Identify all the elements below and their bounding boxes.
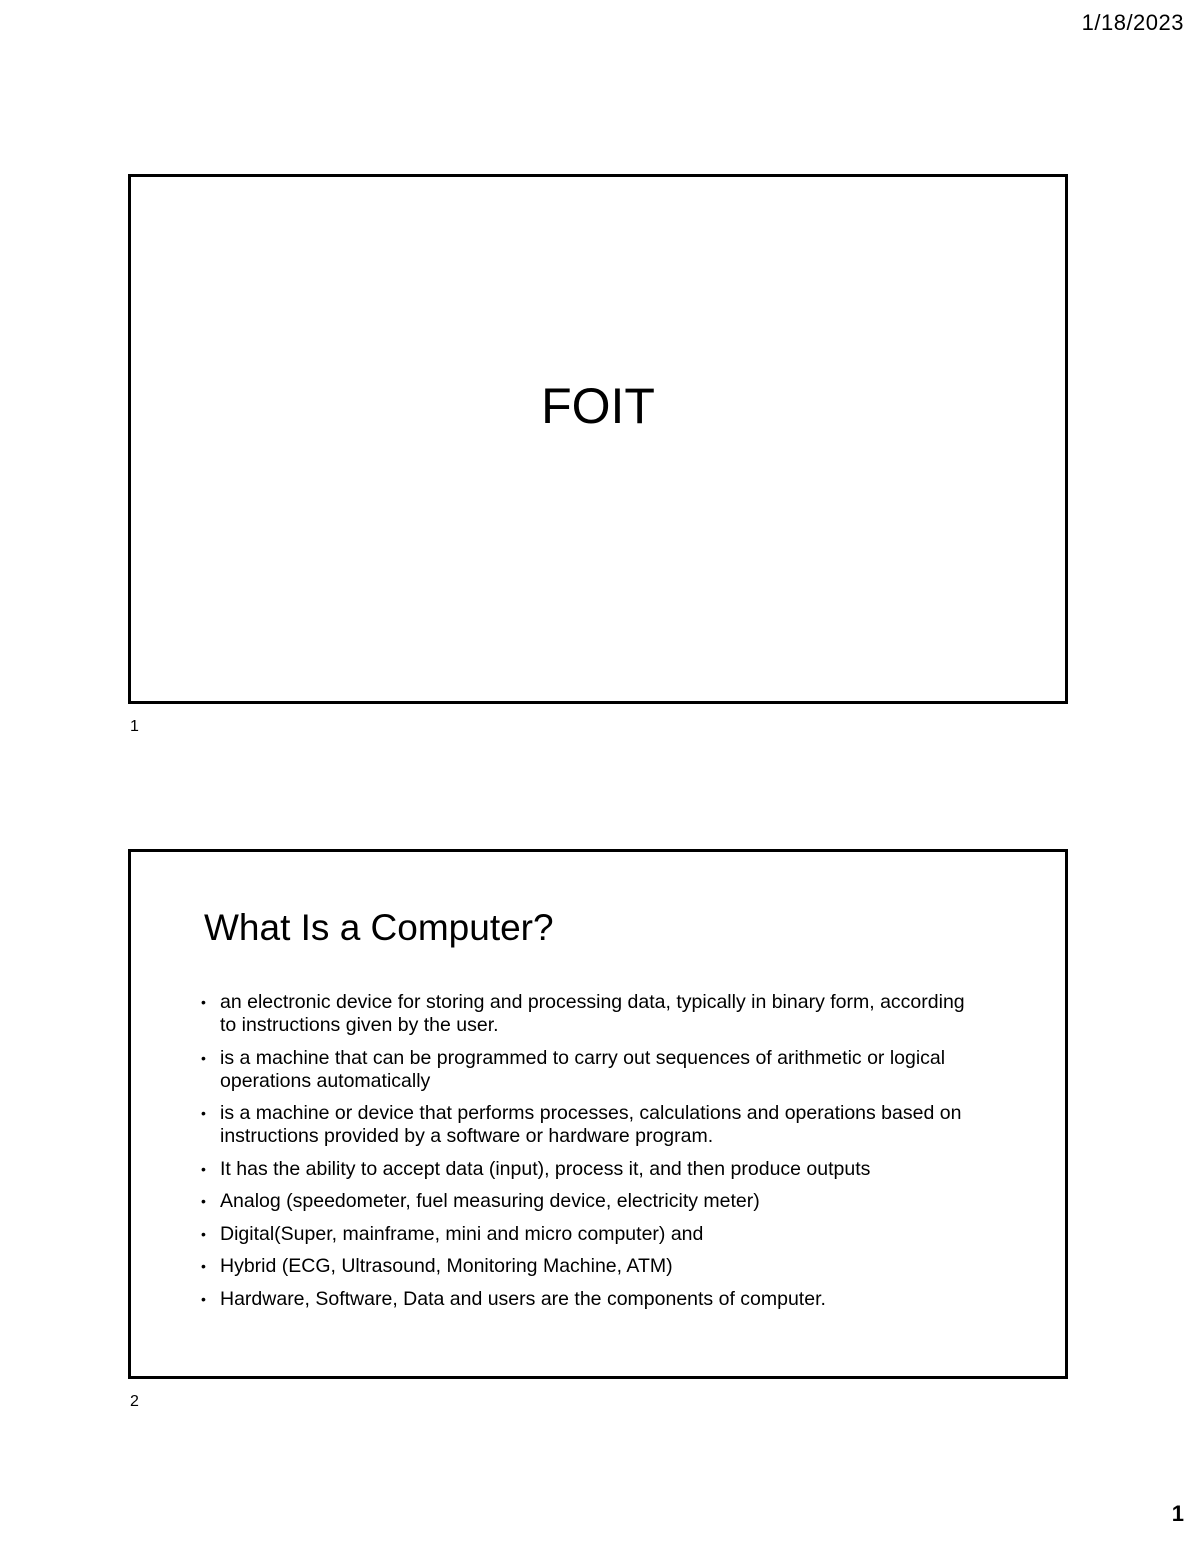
slide-2-bullet-list xyxy=(201,991,981,1320)
bullet-item xyxy=(201,1288,981,1311)
slide-2-title: What Is a Computer? xyxy=(204,907,554,948)
slide-2 xyxy=(128,849,1068,1379)
bullet-item xyxy=(201,1223,981,1246)
bullet-dot-icon: • xyxy=(201,1160,206,1177)
print-date: 1/18/2023 xyxy=(1081,10,1184,35)
bullet-item xyxy=(201,1158,981,1181)
slide-1-title: FOIT xyxy=(541,378,655,434)
bullet-text: Digital(Super, mainframe, mini and micro computer) and xyxy=(220,1222,704,1245)
bullet-dot-icon: • xyxy=(201,1105,206,1121)
bullet-item xyxy=(201,1102,981,1148)
page-number: 1 xyxy=(1171,1501,1184,1526)
bullet-dot-icon: • xyxy=(201,1290,206,1307)
bullet-text: is a machine or device that performs processes, calculations and operations based on instructions provided by a software or hardware program. xyxy=(220,1102,962,1147)
slide-2-number: 2 xyxy=(130,1393,139,1410)
bullet-item xyxy=(201,1255,981,1278)
bullet-item xyxy=(201,991,981,1037)
bullet-dot-icon: • xyxy=(201,1049,206,1066)
bullet-text: Hybrid (ECG, Ultrasound, Monitoring Machine, ATM) xyxy=(220,1255,673,1277)
bullet-text: Analog (speedometer, fuel measuring device, electricity meter) xyxy=(220,1190,760,1212)
bullet-text: is a machine that can be programmed to carry out sequences of arithmetic or logical operations automatically xyxy=(220,1046,946,1092)
bullet-dot-icon: • xyxy=(201,1193,206,1209)
bullet-text: an electronic device for storing and processing data, typically in binary form, according to instructions given by the user. xyxy=(220,991,965,1036)
bullet-text: It has the ability to accept data (input), process it, and then produce outputs xyxy=(220,1157,871,1180)
slide-1 xyxy=(128,174,1068,704)
bullet-dot-icon: • xyxy=(201,994,206,1010)
slide-1-number: 1 xyxy=(130,718,139,735)
bullet-text: Hardware, Software, Data and users are the components of computer. xyxy=(220,1287,826,1310)
bullet-dot-icon: • xyxy=(201,1258,206,1274)
bullet-item xyxy=(201,1190,981,1213)
bullet-item xyxy=(201,1047,981,1093)
bullet-dot-icon: • xyxy=(201,1225,206,1242)
